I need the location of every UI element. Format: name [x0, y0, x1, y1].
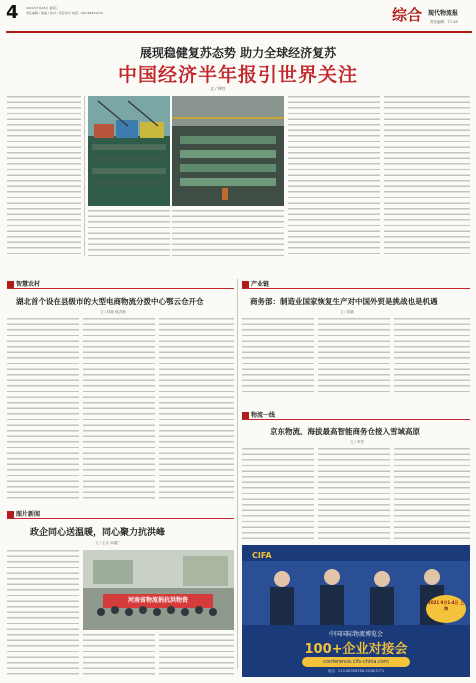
section-rule: [242, 288, 470, 289]
lead-photo-port: [88, 96, 170, 206]
lead-kicker: 展现稳健复苏态势 助力全球经济复苏: [139, 46, 337, 60]
newspaper-logo: 现代物流报: [428, 10, 459, 17]
photo-news-byline: 文 / 王卉 卓越广: [95, 541, 121, 545]
lead-article-col-1: [7, 96, 81, 256]
ad-phone: 电话：010-68358788-3526/3771: [327, 669, 385, 673]
section-tag-label: 智慧农村: [16, 281, 41, 288]
lead-byline: 文 / 钟红: [210, 86, 226, 91]
ad-logo: CIFA: [252, 551, 272, 560]
logistics-article-col-1: [242, 448, 314, 540]
ad-url[interactable]: conference.cifs-china.com: [302, 657, 410, 667]
column-divider: [84, 96, 85, 256]
section-tag-label: 物流一线: [251, 412, 276, 419]
lead-article-col-5: [384, 96, 470, 256]
section-square-icon: [242, 412, 249, 419]
section-square-icon: [7, 281, 14, 288]
section-tag-label: 图片新闻: [16, 511, 41, 518]
page-meta: [26, 6, 103, 16]
meta-date: 2021年7月28日 星期三: [26, 6, 59, 10]
section-square-icon: [242, 281, 249, 288]
page-editor: 责任编辑：77-45: [430, 20, 458, 24]
lead-photo-factory: [172, 96, 284, 206]
photo-news-col-3: [159, 634, 234, 675]
logistics-article-title: 京东物流、海拔最高智能商务仓接入雪域高原: [270, 427, 420, 436]
section-tag-rural: [7, 279, 40, 288]
industry-article-title: 商务部：制造业国家恢复生产对中国外贸是挑战也是机遇: [250, 297, 438, 306]
rural-article-col-1: [7, 318, 79, 500]
photo-news-text: [7, 550, 79, 675]
lead-article-col-3: [172, 210, 284, 256]
logistics-article-col-2: [318, 448, 390, 540]
section-tag-logistics: [242, 410, 275, 419]
expo-advertisement[interactable]: [242, 545, 470, 677]
section-rule: [7, 518, 234, 519]
logistics-article-col-3: [394, 448, 470, 540]
ad-subtitle: 100+企业对接会: [304, 642, 408, 657]
section-tag-photo-news: [7, 509, 40, 518]
section-square-icon: [7, 511, 14, 518]
rural-article-col-2: [83, 318, 155, 500]
meta-editors: 责任编辑 / 美编 / 校对 / 责任校对 电话：010-68491010: [26, 11, 103, 15]
page-number: 4: [6, 2, 19, 23]
rural-article-title: 湖北首个设在县级市的大型电商物流分拨中心鄂云仓开仓: [16, 297, 204, 306]
logistics-article-byline: 文 / 李君: [350, 440, 364, 444]
section-rule: [7, 288, 234, 289]
industry-article-col-1: [242, 318, 314, 392]
lead-headline: 中国经济半年报引世界关注: [117, 64, 358, 86]
industry-article-byline: 文 / 胡斌: [340, 310, 354, 314]
photo-news-title: 政企同心送温暖，同心聚力抗洪峰: [30, 528, 166, 538]
industry-article-col-3: [394, 318, 470, 392]
section-tag-label: 产业链: [251, 281, 270, 288]
rural-article-byline: 文 / 林琼 蒋洪湘: [100, 310, 126, 314]
lead-article-col-2: [88, 210, 170, 256]
section-rule: [242, 419, 470, 420]
rural-article-col-3: [159, 318, 234, 500]
section-name: 综合: [392, 6, 423, 24]
section-divider: [237, 279, 238, 669]
page-header: [0, 0, 476, 34]
header-rule: [6, 31, 472, 33]
section-tag-industry: [242, 279, 269, 288]
photo-news-col-2: [83, 634, 155, 675]
industry-article-col-2: [318, 318, 390, 392]
lead-article-col-4: [288, 96, 380, 256]
photo-news-image: [83, 550, 234, 630]
photo-banner-text: 河南省物流捐抗洪物资: [127, 597, 188, 604]
ad-date: 2021 9月1-4日 上海: [428, 600, 464, 611]
ad-title: 中国国际物流博览会: [328, 631, 383, 638]
